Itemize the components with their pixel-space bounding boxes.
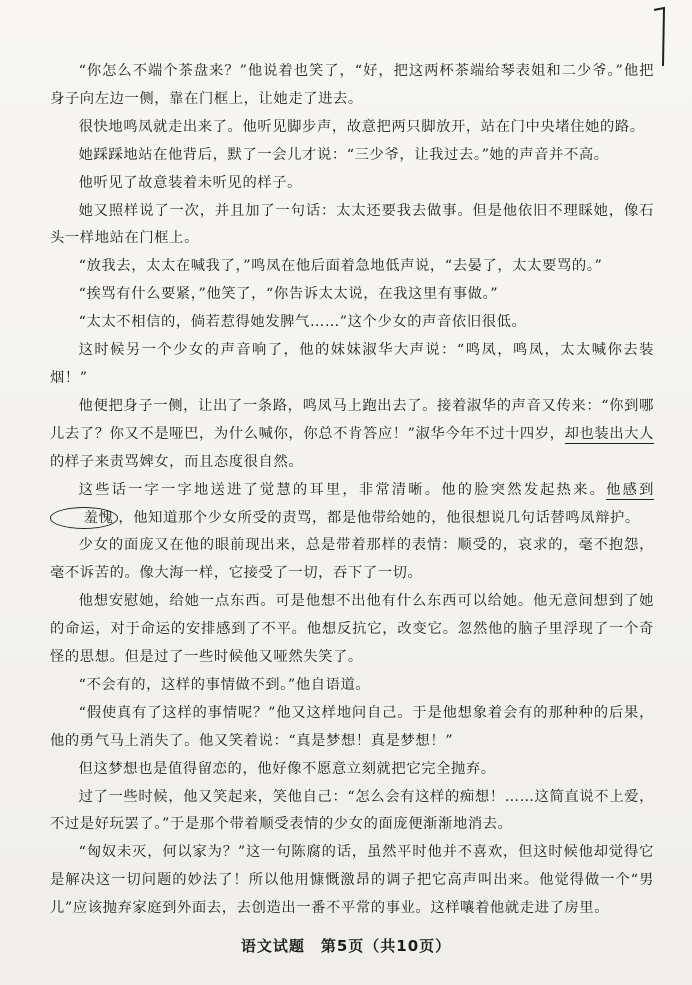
paragraph: 很快地鸣凤就走出来了。他听见脚步声，故意把两只脚放开，站在门中央堵住她的路。 bbox=[78, 118, 645, 135]
underlined-phrase: 却也装出大人 bbox=[564, 425, 654, 442]
paragraph: “你怎么不端个茶盘来？”他说着也笑了，“好，把这两杯茶端给琴表姐和二少爷。”他把身子向左边一侧，靠在门框上，让她走了进去。 bbox=[50, 63, 654, 107]
paragraph: 过了一些时候，他又笑起来，笑他自己：“怎么会有这样的痴想！……这简直说不上爱，不过是好玩罢了。”于是那个带着顺受表情的少女的面庞便渐渐地消去。 bbox=[50, 788, 654, 833]
paragraph: 她踩踩地站在他背后，默了一会儿才说：“三少爷，让我过去。”她的声音并不高。 bbox=[78, 146, 609, 163]
paragraph: 他听见了故意装着未听见的样子。 bbox=[78, 174, 303, 191]
paragraph: “太太不相信的，倘若惹得她发脾气……”这个少女的声音依旧很低。 bbox=[78, 314, 527, 331]
paragraph: “挨骂有什么要紧，”他笑了，“你告诉太太说，在我这里有事做。” bbox=[78, 286, 499, 303]
paragraph: “放我去，太太在喊我了，”鸣凤在他后面着急地低声说，“去晏了，太太要骂的。” bbox=[78, 258, 603, 275]
pen-mark bbox=[652, 6, 666, 68]
underlined-phrase: 他感到 bbox=[606, 481, 654, 498]
page-footer: 语文试题 第5页（共10页） bbox=[240, 937, 452, 955]
paragraph: 少女的面庞又在他的眼前现出来，总是带着那样的表情：顺受的，哀求的，毫不抱怨，毫不诉苦的。像大海一样，它接受了一切，吞下了一切。 bbox=[50, 537, 654, 582]
paragraph: “假使真有了这样的事情呢？”他又这样地问自己。于是他想象着会有的那种种的后果，他的勇气马上消失了。他又笑着说：“真是梦想！真是梦想！” bbox=[50, 704, 654, 749]
paragraph: 这时候另一个少女的声音响了，他的妹妹淑华大声说：“鸣凤，鸣凤，太太喊你去装烟！” bbox=[50, 342, 654, 386]
paragraph: 但这梦想也是值得留恋的，他好像不愿意立刻就把它完全抛弃。 bbox=[78, 760, 496, 777]
paragraph: 这些话一字一字地送进了觉慧的耳里，非常清晰。他的脸突然发起热来。他感到羞愧 ，他知道那个少女所受的责骂，都是他带给她的，他很想说几句话替鸣凤辩护。 bbox=[50, 477, 654, 533]
reading-passage bbox=[50, 58, 654, 923]
paragraph: “匈奴未灭，何以家为？”这一句陈腐的话，虽然平时他并不喜欢，但这时候他却觉得它是解决这一切问题的妙法了！所以他用慷慨激昂的调子把它高声叫出来。他觉得做一个“男儿”应该抛弃家庭到外面去，去创造出一番不平常的事业。这样嚷着他就走进了房里。 bbox=[50, 844, 654, 917]
paragraph: “不会有的，这样的事情做不到。”他自语道。 bbox=[78, 676, 371, 693]
circled-word: 羞愧 bbox=[50, 507, 118, 529]
paragraph: 他想安慰她，给她一点东西。可是他想不出他有什么东西可以给她。他无意间想到了她的命运，对于命运的安排感到了不平。他想反抗它，改变它。忽然他的脑子里浮现了一个奇怪的思想。但是过了一些时候他又哑然失笑了。 bbox=[50, 593, 654, 666]
paragraph: 她又照样说了一次，并且加了一句话：太太还要我去做事。但是他依旧不理睬她，像石头一样地站在门框上。 bbox=[50, 202, 654, 247]
paragraph: 他便把身子一侧，让出了一条路，鸣凤马上跑出去了。接着淑华的声音又传来：“你到哪儿去了？你又不是哑巴，为什么喊你，你总不肯答应！”淑华今年不过十四岁，却也装出大人的样子来责骂婢女，而且态度很自然。 bbox=[50, 397, 654, 470]
